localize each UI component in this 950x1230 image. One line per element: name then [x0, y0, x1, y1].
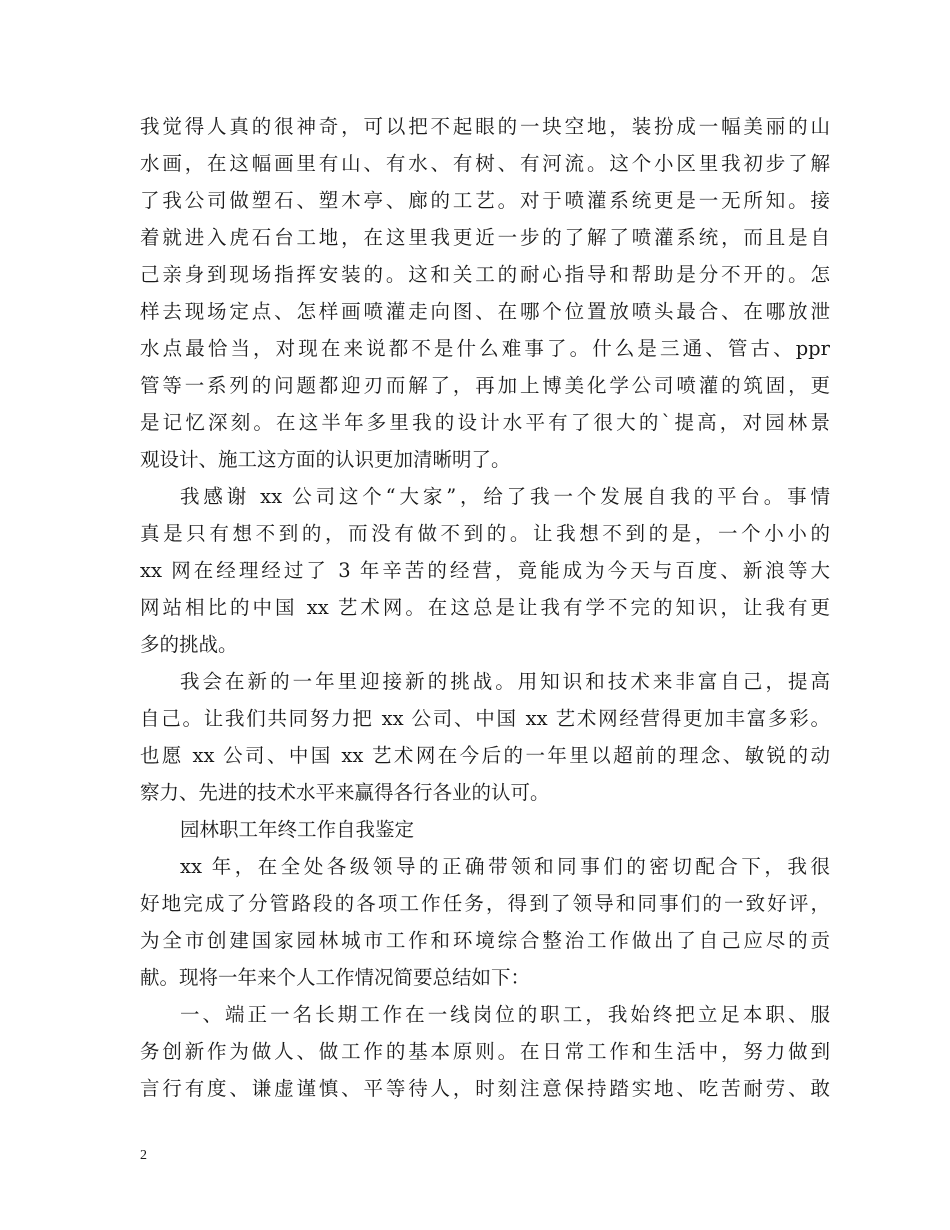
- text-line: 了我公司做塑石、塑木亭、廊的工艺。对于喷灌系统更是一无所知。接: [140, 189, 830, 212]
- text-line: 水点最恰当，对现在来说都不是什么难事了。什么是三通、管古、ppr: [140, 337, 830, 360]
- text-line: 献。现将一年来个人工作情况简要总结如下：: [140, 966, 531, 989]
- paragraph-first-line: 我会在新的一年里迎接新的挑战。用知识和技术来非富自己，提高: [180, 670, 830, 693]
- text-line: 样去现场定点、怎样画喷灌走向图、在哪个位置放喷头最合、在哪放泄: [140, 300, 830, 323]
- text-line: 也愿 xx 公司、中国 xx 艺术网在今后的一年里以超前的理念、敏锐的动: [140, 744, 830, 767]
- text-line: 观设计、施工这方面的认识更加清晰明了。: [140, 448, 511, 471]
- text-line: 水画，在这幅画里有山、有水、有树、有河流。这个小区里我初步了解: [140, 152, 830, 175]
- paragraph-first-line: 一、端正一名长期工作在一线岗位的职工，我始终把立足本职、服: [180, 1003, 830, 1026]
- text-line: 务创新作为做人、做工作的基本原则。在日常工作和生活中，努力做到: [140, 1040, 830, 1063]
- text-line: 为全市创建国家园林城市工作和环境综合整治工作做出了自己应尽的贡: [140, 929, 830, 952]
- section-title: 园林职工年终工作自我鉴定: [180, 818, 415, 841]
- paragraph-first-line: xx 年，在全处各级领导的正确带领和同事们的密切配合下，我很: [180, 855, 830, 878]
- text-line: 多的挑战。: [140, 633, 238, 656]
- text-line: 真是只有想不到的，而没有做不到的。让我想不到的是，一个小小的: [140, 522, 830, 545]
- text-line: xx 网在经理经过了 3 年辛苦的经营，竟能成为今天与百度、新浪等大: [140, 559, 830, 582]
- text-line: 着就进入虎石台工地，在这里我更近一步的了解了喷灌系统，而且是自: [140, 226, 830, 249]
- text-line: 管等一系列的问题都迎刃而解了，再加上博美化学公司喷灌的筑固，更: [140, 374, 830, 397]
- text-line: 好地完成了分管路段的各项工作任务，得到了领导和同事们的一致好评，: [140, 892, 830, 915]
- text-line: 言行有度、谦虚谨慎、平等待人，时刻注意保持踏实地、吃苦耐劳、敢: [140, 1077, 830, 1100]
- paragraph-first-line: 我感谢 xx 公司这个“大家”，给了我一个发展自我的平台。事情: [180, 485, 830, 508]
- text-line: 是记忆深刻。在这半年多里我的设计水平有了很大的`提高，对园林景: [140, 411, 830, 434]
- text-line: 自己。让我们共同努力把 xx 公司、中国 xx 艺术网经营得更加丰富多彩。: [140, 707, 830, 730]
- page-number: 2: [140, 1148, 147, 1163]
- text-line: 察力、先进的技术水平来赢得各行各业的认可。: [140, 781, 550, 804]
- text-line: 己亲身到现场指挥安装的。这和关工的耐心指导和帮助是分不开的。怎: [140, 263, 830, 286]
- document-body: [140, 108, 830, 1107]
- text-line: 网站相比的中国 xx 艺术网。在这总是让我有学不完的知识，让我有更: [140, 596, 830, 619]
- text-line: 我觉得人真的很神奇，可以把不起眼的一块空地，装扮成一幅美丽的山: [140, 115, 830, 138]
